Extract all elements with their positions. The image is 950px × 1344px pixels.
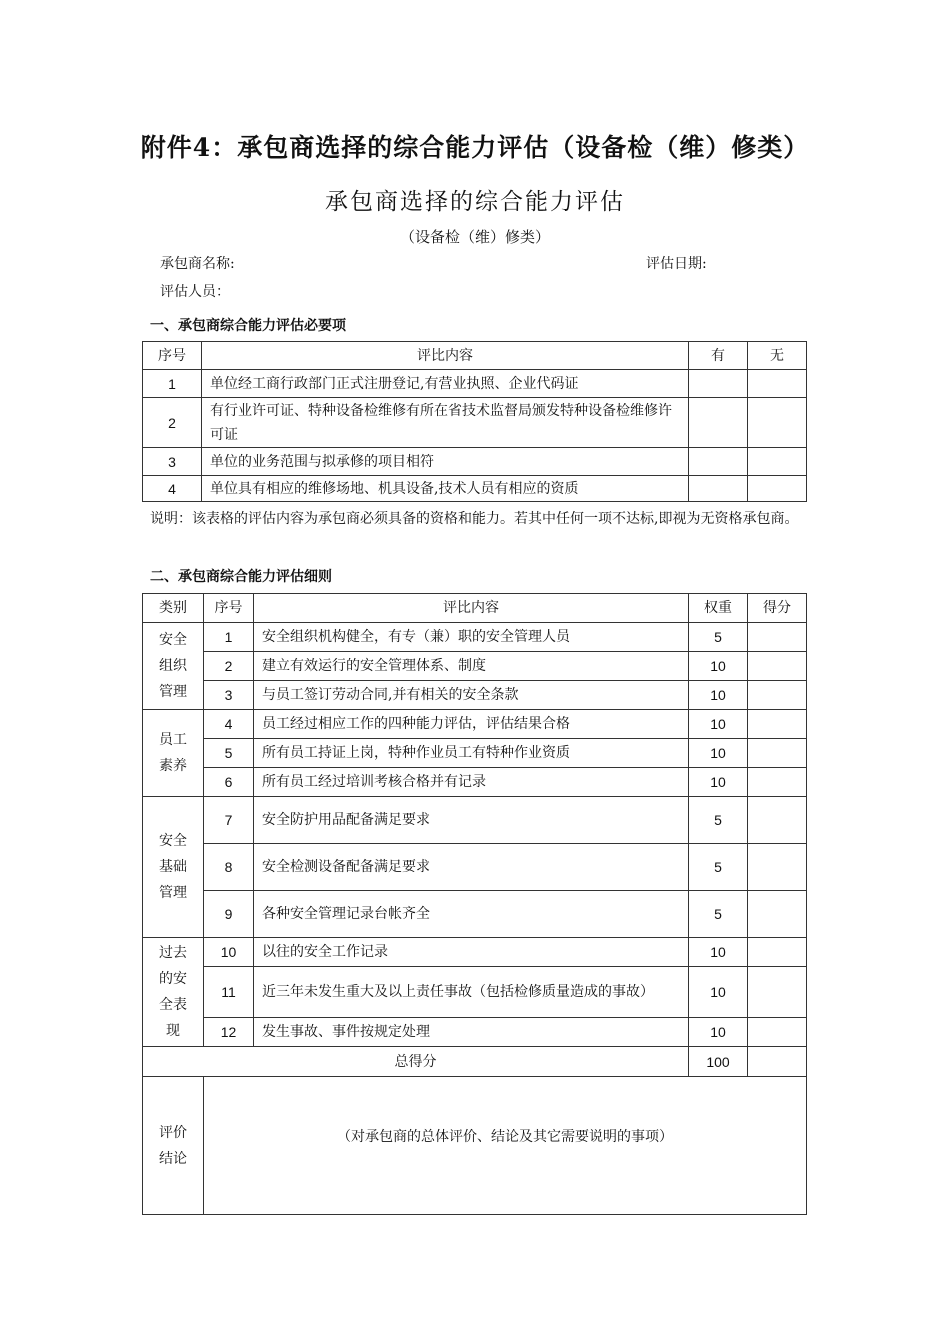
category-label: 过去的安全表现 [159,945,187,1039]
header-weight: 权重 [689,594,748,623]
section2-heading: 二、承包商综合能力评估细则 [150,569,332,585]
yes-cell[interactable] [689,448,748,476]
row-no: 11 [204,967,254,1018]
row-weight: 5 [689,844,748,891]
score-cell[interactable] [748,938,807,967]
row-weight: 5 [689,623,748,652]
row-content: 员工经过相应工作的四种能力评估，评估结果合格 [254,710,689,739]
yes-cell[interactable] [689,370,748,398]
header-category: 类别 [143,594,204,623]
row-weight: 10 [689,1018,748,1047]
row-content: 单位经工商行政部门正式注册登记,有营业执照、企业代码证 [202,370,689,398]
score-cell[interactable] [748,797,807,844]
row-no: 9 [204,891,254,938]
score-cell[interactable] [748,844,807,891]
score-cell[interactable] [748,1018,807,1047]
row-no: 1 [204,623,254,652]
row-no: 3 [143,448,202,476]
no-cell[interactable] [748,476,807,502]
evaluation-placeholder: （对承包商的总体评价、结论及其它需要说明的事项） [337,1129,673,1145]
row-no: 7 [204,797,254,844]
table-row [143,797,807,844]
row-no: 2 [204,652,254,681]
row-weight: 10 [689,681,748,710]
row-no: 3 [204,681,254,710]
document-subtitle: （设备检（维）修类） [399,228,550,246]
row-content: 安全防护用品配备满足要求 [254,797,689,844]
header-yes: 有 [689,342,748,370]
score-cell[interactable] [748,967,807,1018]
section1-note: 说明：该表格的评估内容为承包商必须具备的资格和能力。若其中任何一项不达标,即视为无资格承包商。 [150,511,799,527]
row-no: 5 [204,739,254,768]
score-cell[interactable] [748,681,807,710]
table-row [143,476,807,502]
table-row [143,938,807,967]
table-row [143,398,807,448]
row-content: 发生事故、事件按规定处理 [254,1018,689,1047]
header-score: 得分 [748,594,807,623]
table-row [143,768,807,797]
total-score-cell[interactable] [748,1047,807,1077]
row-weight: 10 [689,967,748,1018]
score-cell[interactable] [748,891,807,938]
header-content: 评比内容 [202,342,689,370]
row-weight: 5 [689,797,748,844]
row-no: 12 [204,1018,254,1047]
table-row [143,844,807,891]
row-no: 10 [204,938,254,967]
row-content: 建立有效运行的安全管理体系、制度 [254,652,689,681]
row-weight: 10 [689,739,748,768]
score-cell[interactable] [748,652,807,681]
category-cell [143,710,204,797]
row-content: 单位的业务范围与拟承修的项目相符 [202,448,689,476]
category-cell [143,938,204,1047]
row-content: 近三年未发生重大及以上责任事故（包括检修质量造成的事故） [254,967,689,1018]
row-content: 安全检测设备配备满足要求 [254,844,689,891]
contractor-name-field[interactable]: 承包商名称: [160,256,235,272]
no-cell[interactable] [748,448,807,476]
row-content: 所有员工经过培训考核合格并有记录 [254,768,689,797]
section1-heading: 一、承包商综合能力评估必要项 [150,318,346,334]
assessment-date-field[interactable]: 评估日期: [646,256,707,272]
table-row [143,891,807,938]
evaluation-row [143,1077,807,1215]
total-row [143,1047,807,1077]
table-row [143,681,807,710]
total-label: 总得分 [143,1047,689,1077]
row-weight: 10 [689,652,748,681]
assessor-field[interactable]: 评估人员： [160,284,230,300]
category-cell [143,797,204,938]
row-content: 单位具有相应的维修场地、机具设备,技术人员有相应的资质 [202,476,689,502]
evaluation-label-cell [143,1077,204,1215]
table-row [143,739,807,768]
row-no: 4 [204,710,254,739]
row-content: 以往的安全工作记录 [254,938,689,967]
row-weight: 10 [689,710,748,739]
row-content: 安全组织机构健全，有专（兼）职的安全管理人员 [254,623,689,652]
table-row [143,1018,807,1047]
document-title: 承包商选择的综合能力评估 [325,189,625,215]
header-content: 评比内容 [254,594,689,623]
row-content: 与员工签订劳动合同,并有相关的安全条款 [254,681,689,710]
row-no: 6 [204,768,254,797]
yes-cell[interactable] [689,398,748,448]
category-label: 安全组织管理 [159,632,187,700]
requirements-table [142,341,807,502]
row-content: 所有员工持证上岗，特种作业员工有特种作业资质 [254,739,689,768]
category-cell [143,623,204,710]
total-weight: 100 [689,1047,748,1077]
score-cell[interactable] [748,623,807,652]
category-label: 安全基础管理 [159,833,187,901]
row-weight: 5 [689,891,748,938]
category-label: 员工素养 [159,732,187,774]
table-row [143,710,807,739]
table-row [143,370,807,398]
header-no: 序号 [204,594,254,623]
score-cell[interactable] [748,710,807,739]
row-no: 1 [143,370,202,398]
row-weight: 10 [689,768,748,797]
evaluation-label: 评价结论 [159,1124,187,1167]
row-content: 各种安全管理记录台帐齐全 [254,891,689,938]
table-header-row [143,342,807,370]
detail-table [142,593,807,1215]
row-no: 2 [143,398,202,448]
row-content: 有行业许可证、特种设备检维修有所在省技术监督局颁发特种设备检维修许可证 [202,398,689,448]
table-row [143,623,807,652]
attachment-title: 附件4：承包商选择的综合能力评估（设备检（维）修类） [140,133,810,162]
table-row [143,652,807,681]
score-cell[interactable] [748,768,807,797]
no-cell[interactable] [748,398,807,448]
yes-cell[interactable] [689,476,748,502]
score-cell[interactable] [748,739,807,768]
table-row [143,967,807,1018]
row-no: 4 [143,476,202,502]
no-cell[interactable] [748,370,807,398]
table-row [143,448,807,476]
evaluation-conclusion-field[interactable] [204,1077,807,1215]
row-weight: 10 [689,938,748,967]
header-no-have: 无 [748,342,807,370]
header-no: 序号 [143,342,202,370]
table-header-row [143,594,807,623]
row-no: 8 [204,844,254,891]
